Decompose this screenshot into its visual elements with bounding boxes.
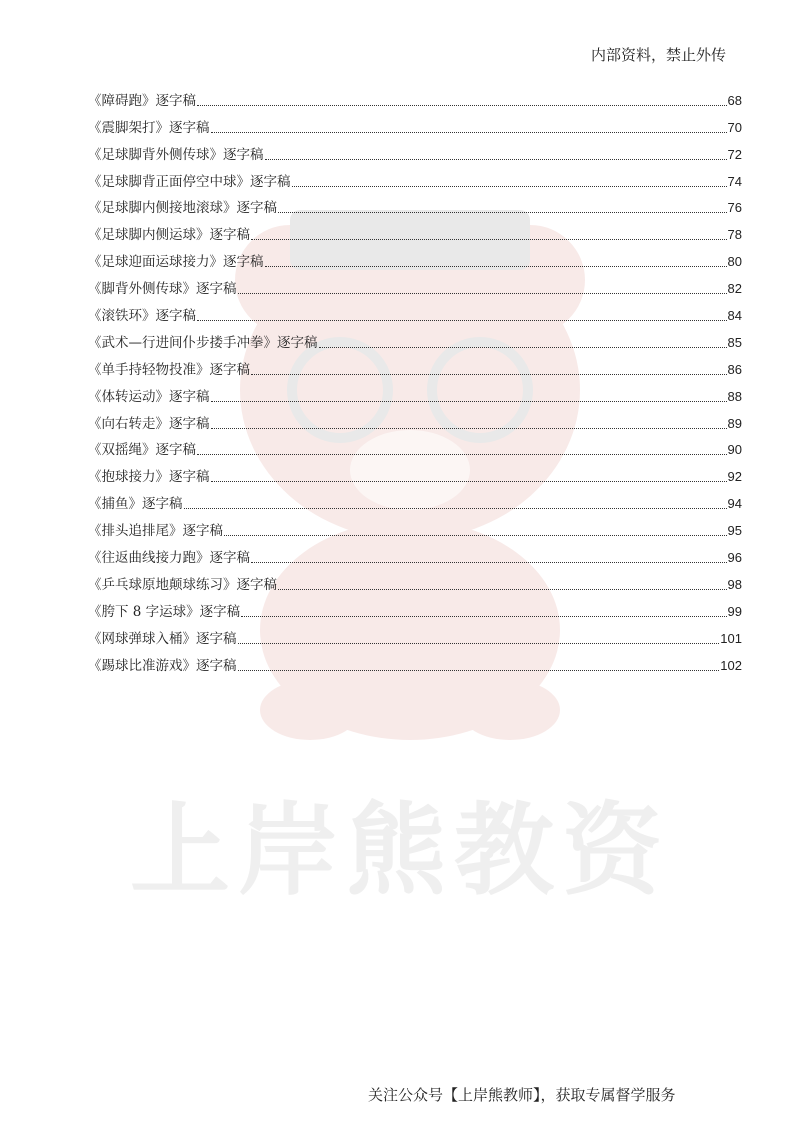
toc-entry[interactable] [88,512,742,539]
toc-entry-title: 《网球弹球入桶》逐字稿 [88,630,237,647]
toc-entry-title: 《滚铁环》逐字稿 [88,308,196,325]
toc-dot-leader [184,507,727,509]
toc-entry-title: 《脚背外侧传球》逐字稿 [88,281,237,298]
toc-dot-leader [197,453,727,455]
watermark-text: 上岸熊教资 [130,792,670,909]
toc-entry-title: 《体转运动》逐字稿 [88,388,210,405]
toc-entry[interactable] [88,270,742,297]
toc-entry-title: 《踢球比准游戏》逐字稿 [88,657,237,674]
toc-entry-page: 95 [727,523,742,539]
toc-entry-page: 94 [727,496,742,512]
toc-entry[interactable] [88,297,742,324]
toc-entry[interactable] [88,485,742,512]
toc-entry-page: 74 [727,173,742,189]
toc-entry-page: 88 [727,388,742,404]
toc-entry-title: 《向右转走》逐字稿 [88,415,210,432]
toc-entry[interactable] [88,405,742,432]
toc-entry-page: 86 [727,361,742,377]
toc-entry-page: 90 [727,442,742,458]
toc-entry[interactable] [88,324,742,351]
toc-dot-leader [278,588,727,590]
toc-entry-title: 《排头追排尾》逐字稿 [88,523,223,540]
toc-entry[interactable] [88,647,742,674]
toc-entry-page: 99 [727,603,742,619]
header-note: 内部资料，禁止外传 [590,46,726,64]
toc-dot-leader [238,642,720,644]
toc-entry-title: 《双摇绳》逐字稿 [88,442,196,459]
toc-entry[interactable] [88,109,742,136]
toc-entry-page: 68 [727,92,742,108]
toc-entry-title: 《足球脚内侧接地滚球》逐字稿 [88,200,277,217]
toc-entry[interactable] [88,432,742,459]
toc-entry-title: 《障碍跑》逐字稿 [88,92,196,109]
toc-entry-page: 82 [727,281,742,297]
toc-dot-leader [211,480,727,482]
toc-entry-title: 《足球迎面运球接力》逐字稿 [88,254,264,271]
toc-dot-leader [251,238,727,240]
toc-entry-page: 70 [727,119,742,135]
toc-entry[interactable] [88,82,742,109]
toc-entry-page: 80 [727,254,742,270]
toc-entry-page: 98 [727,576,742,592]
toc-entry[interactable] [88,593,742,620]
footer-note: 关注公众号【上岸熊教师】，获取专属督学服务 [368,1086,676,1104]
toc-dot-leader [265,158,727,160]
toc-dot-leader [197,104,727,106]
toc-entry-page: 101 [720,630,742,646]
toc-entry-page: 96 [727,550,742,566]
toc-entry-page: 84 [727,308,742,324]
toc-dot-leader [211,400,727,402]
toc-entry[interactable] [88,351,742,378]
toc-dot-leader [251,561,727,563]
toc-entry-title: 《足球脚背外侧传球》逐字稿 [88,146,264,163]
toc-entry[interactable] [88,136,742,163]
toc-entry[interactable] [88,243,742,270]
toc-dot-leader [224,534,727,536]
toc-dot-leader [197,319,727,321]
toc-entry-page: 89 [727,415,742,431]
toc-dot-leader [211,131,727,133]
toc-entry-page: 76 [727,200,742,216]
toc-entry[interactable] [88,163,742,190]
toc-dot-leader [238,292,727,294]
toc-dot-leader [238,669,720,671]
toc-entry[interactable] [88,566,742,593]
toc-entry-title: 《往返曲线接力跑》逐字稿 [88,550,250,567]
toc-entry[interactable] [88,539,742,566]
toc-entry[interactable] [88,620,742,647]
toc-dot-leader [241,615,726,617]
toc-dot-leader [319,346,727,348]
toc-entry-title: 《武术—行进间仆步搂手冲拳》逐字稿 [88,334,318,351]
toc-dot-leader [292,185,727,187]
toc-entry-title: 《捕鱼》逐字稿 [88,496,183,513]
toc-entry-title: 《胯下 8 字运球》逐字稿 [88,603,241,620]
toc-entry-title: 《抱球接力》逐字稿 [88,469,210,486]
toc-entry[interactable] [88,216,742,243]
toc-entry-page: 92 [727,469,742,485]
toc-entry[interactable] [88,458,742,485]
toc-entry-title: 《足球脚内侧运球》逐字稿 [88,227,250,244]
toc-entry-page: 85 [727,334,742,350]
toc-entry-title: 《足球脚背正面停空中球》逐字稿 [88,173,291,190]
toc-dot-leader [251,373,727,375]
toc-dot-leader [211,427,727,429]
top-faint-header [260,6,550,20]
toc-entry[interactable] [88,378,742,405]
toc-dot-leader [278,211,727,213]
table-of-contents [88,82,742,674]
toc-entry-title: 《单手持轻物投准》逐字稿 [88,361,250,378]
toc-entry-title: 《乒乓球原地颠球练习》逐字稿 [88,576,277,593]
toc-dot-leader [265,265,727,267]
toc-entry-page: 78 [727,227,742,243]
toc-entry-page: 72 [727,146,742,162]
toc-entry[interactable] [88,190,742,217]
toc-entry-title: 《震脚架打》逐字稿 [88,119,210,136]
toc-entry-page: 102 [720,657,742,673]
